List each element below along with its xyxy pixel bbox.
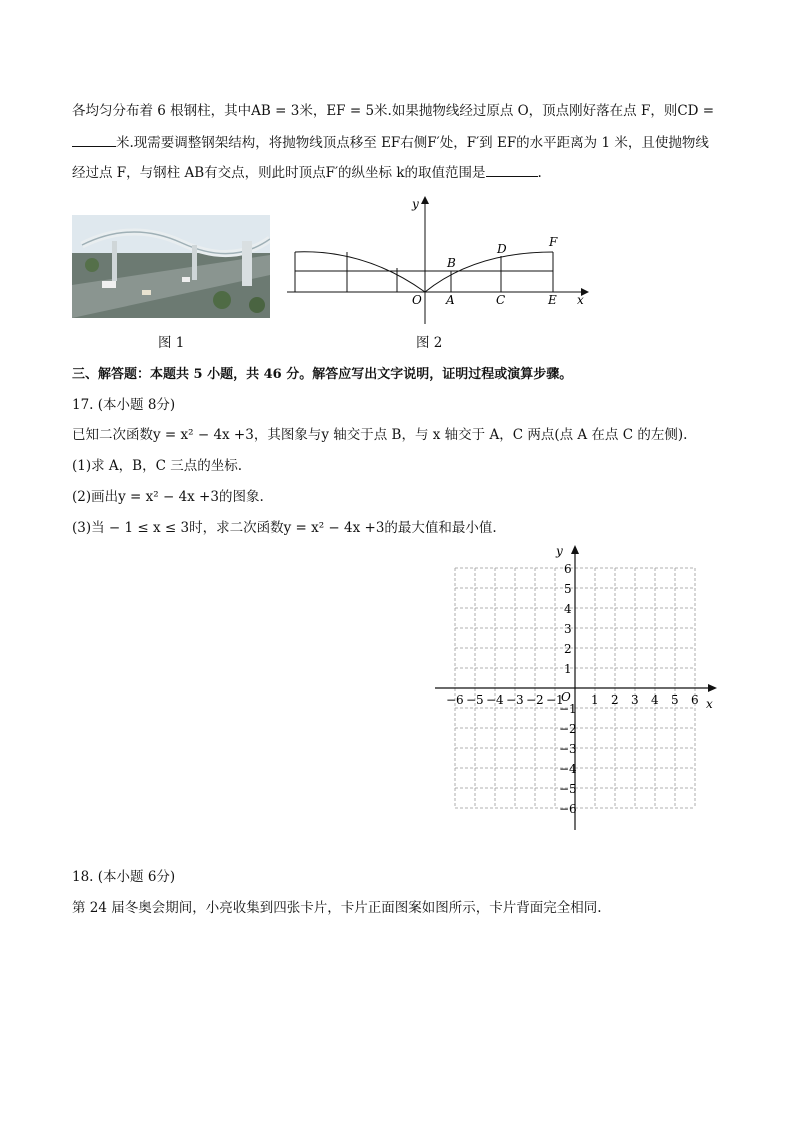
answer-blank-k[interactable] (486, 164, 538, 177)
grid-x-tick-label: 2 (611, 693, 619, 707)
problem16-line3-text: 经过点 F，与钢柱 AB有交点，则此时顶点F′的纵坐标 k的取值范围是 (72, 165, 486, 181)
coordinate-grid (430, 540, 720, 835)
label-o: O (412, 293, 422, 307)
label-e: E (548, 293, 557, 307)
figure1-caption: 图 1 (158, 335, 185, 351)
problem16-line3-end: . (537, 165, 542, 181)
grid-x-tick-label: −2 (526, 693, 544, 707)
grid-x-tick-label: 1 (591, 693, 599, 707)
grid-label-x: x (706, 697, 713, 711)
grid-y-tick-label: 3 (564, 622, 572, 636)
answer-blank-cd[interactable] (72, 134, 116, 147)
grid-y-tick-label: −5 (559, 782, 577, 796)
label-c: C (496, 293, 506, 307)
grid-y-tick-label: −4 (559, 762, 577, 776)
figure2-caption: 图 2 (416, 335, 443, 351)
problem16-line3 (72, 164, 542, 182)
grid-x-tick-label: 5 (671, 693, 679, 707)
grid-y-tick-label: 2 (564, 642, 572, 656)
label-b: B (447, 256, 456, 270)
grid-x-axis-arrow (708, 684, 717, 692)
grid-x-tick-label: −1 (546, 693, 564, 707)
grid-y-tick-label: −2 (559, 722, 577, 736)
label-a: A (446, 293, 455, 307)
y-axis-arrow (421, 196, 429, 204)
grid-y-tick-label: −3 (559, 742, 577, 756)
grid-x-tick-label: 6 (691, 693, 699, 707)
grid-x-tick-label: −5 (466, 693, 484, 707)
grid-y-tick-label: 1 (564, 662, 572, 676)
problem17-q2: (2)画出y = x² − 4x +3的图象. (72, 489, 264, 505)
label-f: F (549, 235, 558, 249)
problem17-title: 17. (本小题 8分) (72, 397, 176, 413)
grid-y-tick-label: −1 (559, 702, 577, 716)
grid-x-tick-label: −4 (486, 693, 504, 707)
problem18-title: 18. (本小题 6分) (72, 869, 176, 885)
grid-x-tick-label: 4 (651, 693, 659, 707)
problem17-q1: (1)求 A，B，C 三点的坐标. (72, 458, 242, 474)
grid-label-y: y (556, 544, 563, 558)
grid-y-tick-label: 5 (564, 582, 572, 596)
grid-label-origin: O (561, 690, 571, 704)
grid-x-tick-label: −6 (446, 693, 464, 707)
section3-heading: 三、解答题：本题共 5 小题，共 46 分。解答应写出文字说明，证明过程或演算步骤。 (72, 367, 573, 382)
problem16-line2-text: 米.现需要调整钢架结构，将抛物线顶点移至 EF右侧F′处，F′到 EF的水平距离为 1 米，且使抛物线 (116, 135, 709, 151)
label-x: x (577, 293, 584, 307)
grid-y-axis-arrow (571, 545, 579, 554)
grid-x-tick-label: 3 (631, 693, 639, 707)
grid-y-tick-label: 4 (564, 602, 572, 616)
bridge-photo (72, 215, 270, 318)
problem17-q3: (3)当 − 1 ≤ x ≤ 3时，求二次函数y = x² − 4x +3的最大值和最小值. (72, 520, 497, 536)
problem16-line1: 各均匀分布着 6 根钢柱，其中AB = 3米，EF = 5米.如果抛物线经过原点 O，顶点刚好落在点 F，则CD = (72, 103, 715, 119)
grid-y-tick-label: 6 (564, 562, 572, 576)
parabola (425, 252, 553, 292)
problem16-line2 (72, 134, 709, 152)
label-y: y (412, 197, 419, 211)
grid-x-tick-label: −3 (506, 693, 524, 707)
figure2-diagram (285, 192, 590, 327)
label-d: D (497, 242, 507, 256)
grid-y-tick-label: −6 (559, 802, 577, 816)
problem18-stem: 第 24 届冬奥会期间，小亮收集到四张卡片，卡片正面图案如图所示，卡片背面完全相同. (72, 900, 602, 916)
left-arch (295, 252, 425, 292)
problem17-stem: 已知二次函数y = x² − 4x +3，其图象与y 轴交于点 B，与 x 轴交于 A，C 两点(点 A 在点 C 的左侧). (72, 427, 688, 443)
